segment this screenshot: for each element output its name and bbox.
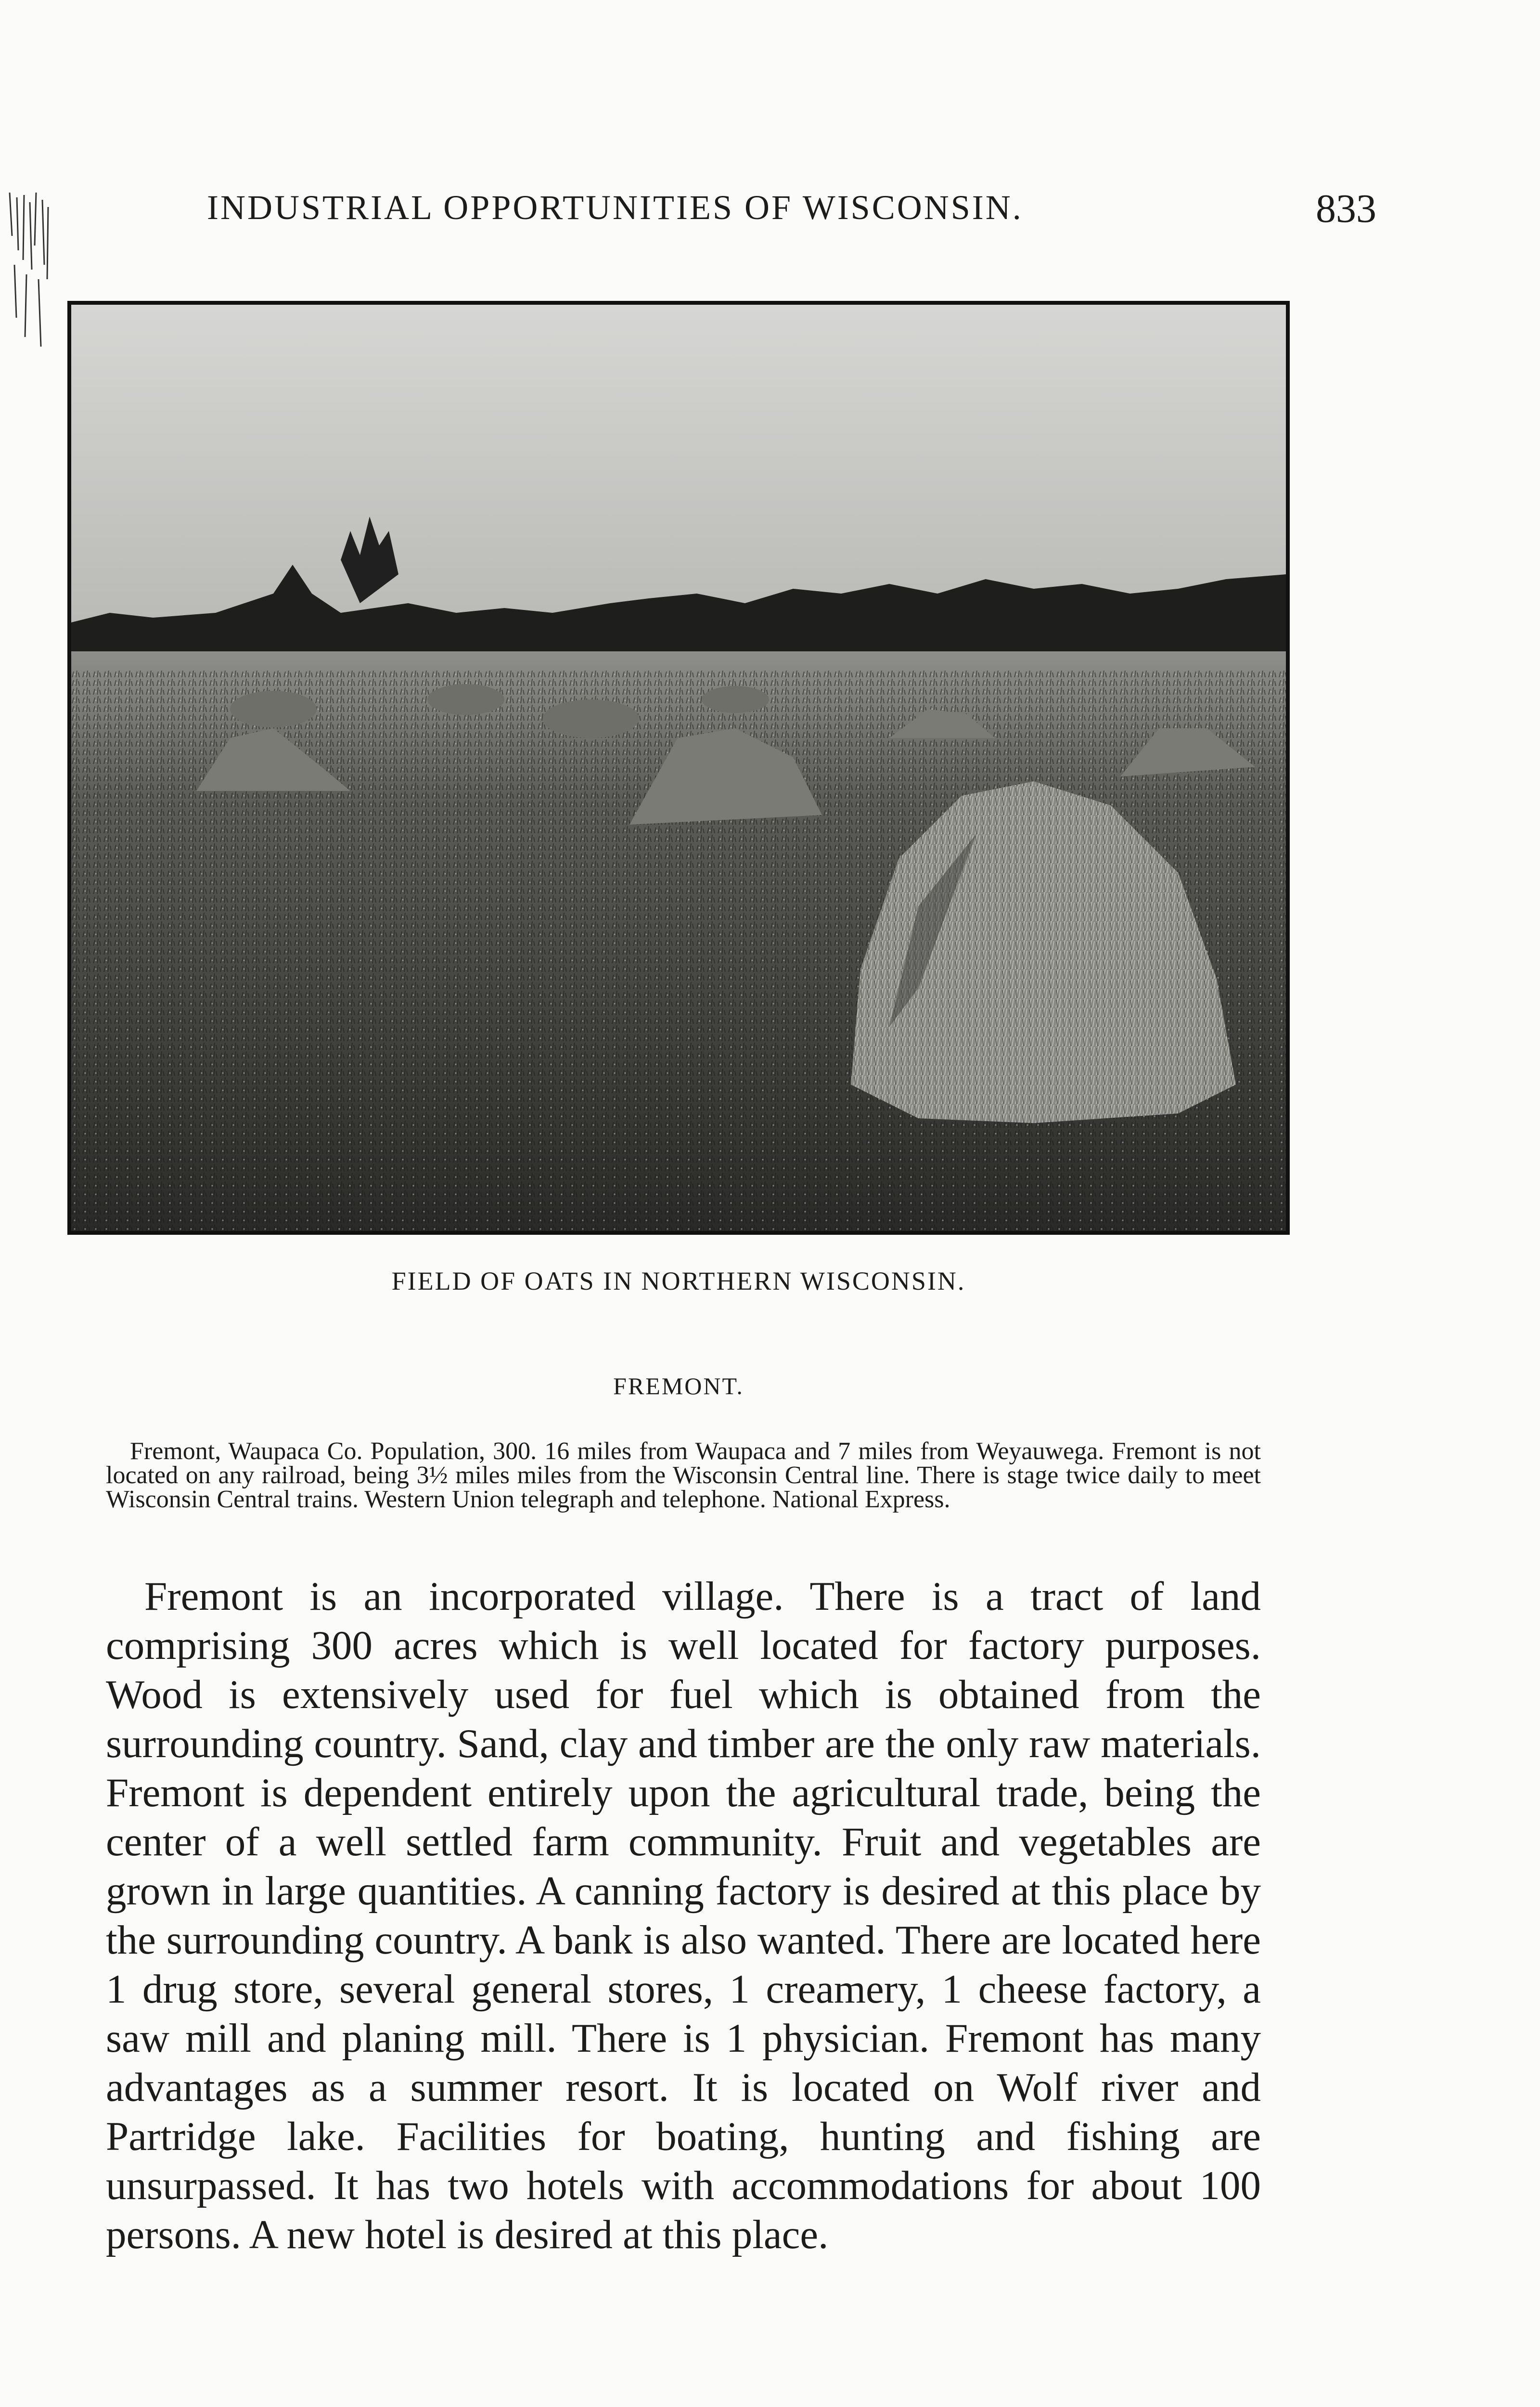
photo-oat-field [67, 301, 1290, 1235]
town-description: Fremont is an incorporated village. There is a tract of land comprising 300 acres which is well located for factory purposes. Wood is extensively used for fuel which is obtained from the surrounding country. Sand, clay and timber are the only raw materials. Fremont is dependent entirely upon the agricultural trade, being the center of a well settled farm community. Fruit and vegetables are grown in large quantities. A canning factory is desired at this place by the surrounding country. A bank is also wanted. There are located here 1 drug store, several general stores, 1 creamery, 1 cheese factory, a saw mill and planing mill. There is 1 physician. Fremont has many advantages as a summer resort. It is located on Wolf river and Partridge lake. Facilities for boating, hunting and fishing are unsurpassed. It has two hotels with accommodations for about 100 persons. A new hotel is desired at this place. [106, 1574, 1261, 2257]
section-heading: FREMONT. [613, 1372, 744, 1399]
running-head: INDUSTRIAL OPPORTUNITIES OF WISCONSIN. [207, 188, 1023, 227]
town-summary: Fremont, Waupaca Co. Population, 300. 16 miles from Waupaca and 7 miles from Weyauwega. Fremont is not located on any railroad, being 3½ miles miles from the Wisconsin Central line. There is stage twice daily to meet Wisconsin Central trains. Western Union telegraph and telephone. National Express. [106, 1437, 1261, 1513]
page-number: 833 [1316, 186, 1376, 231]
figure-caption: FIELD OF OATS IN NORTHERN WISCONSIN. [391, 1267, 966, 1295]
binding-edge-marks [0, 193, 63, 356]
